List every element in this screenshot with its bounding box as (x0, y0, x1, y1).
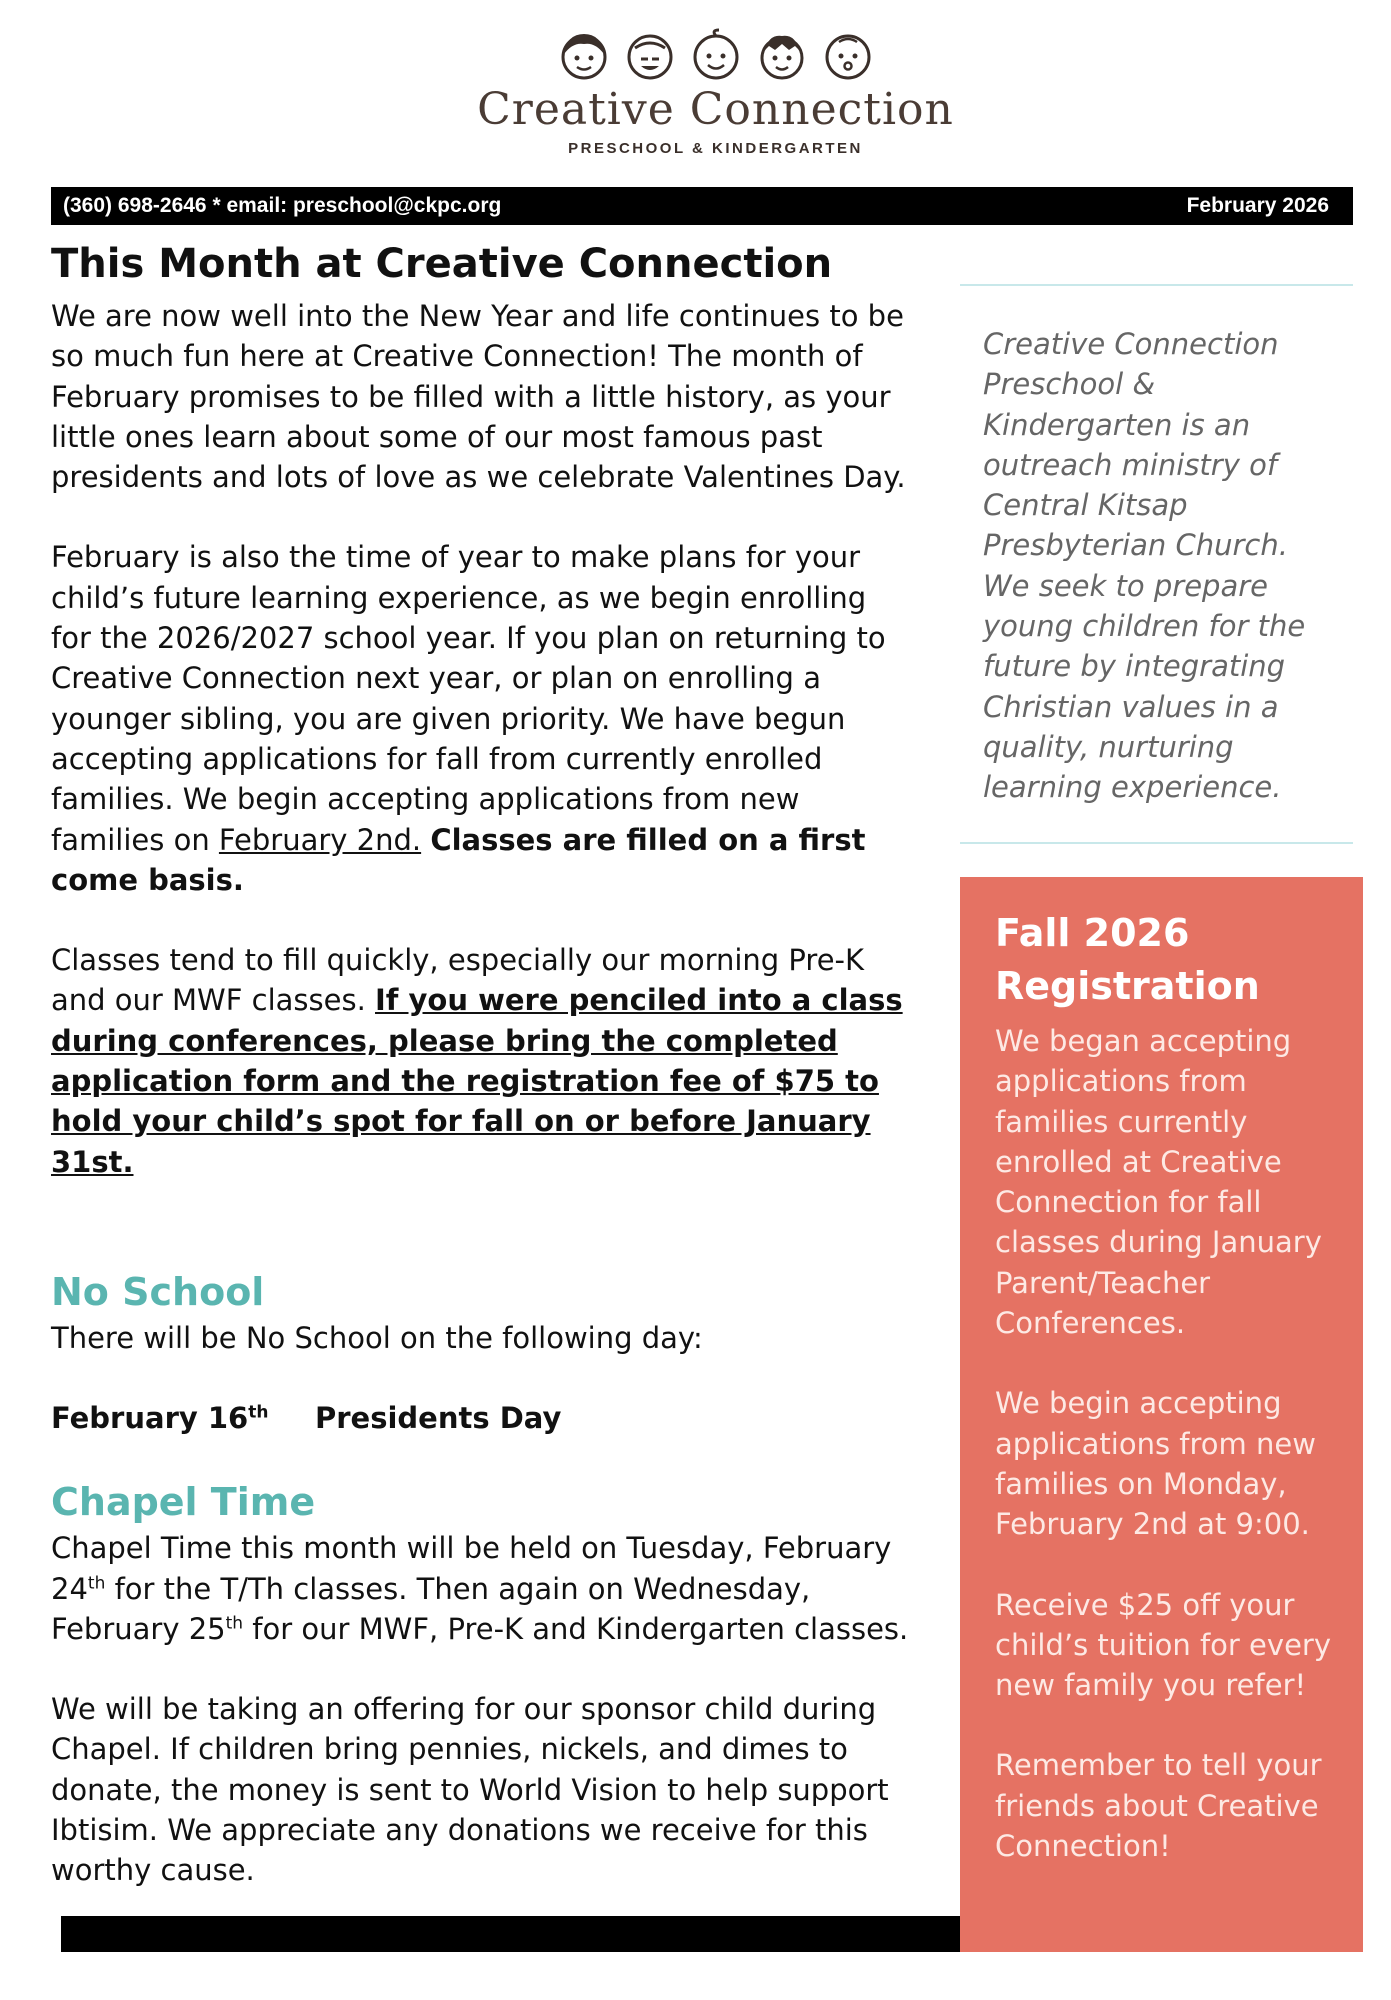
chapel-paragraph (51, 1528, 911, 1649)
classes-notice: If you were penciled into a class during conferences, please bring the completed application form and the registration fee of $75 to hold your child’s spot for fall on or before January 31st. (51, 983, 903, 1179)
enrollment-date: February 2nd. (218, 822, 422, 857)
offering-paragraph: We will be taking an offering for our sponsor child during Chapel. If children bring pennies, nickels, and dimes to donate, the money is sent to World Vision to help support Ibtisim. We appreciate any donations we receive for this worthy cause. (51, 1692, 889, 1888)
registration-p3: Receive $25 off your child’s tuition for every new family you refer! (995, 1587, 1331, 1703)
contact-info: (360) 698-2646 * email: preschool@ckpc.org (63, 194, 502, 217)
chapel-heading: Chapel Time (51, 1480, 316, 1525)
brand-tagline: PRESCHOOL & KINDERGARTEN (568, 140, 863, 157)
logo (0, 28, 1391, 157)
registration-p2: We begin accepting applications from new families on Monday, February 2nd at 9:00. (995, 1386, 1316, 1542)
classes-text: Classes tend to fill quickly, especially our morning Pre-K and our MWF classes. (51, 943, 865, 1018)
no-school-date-cell (51, 1398, 315, 1438)
issue-date: February 2026 (1186, 194, 1329, 217)
main-column (51, 232, 911, 1891)
enrollment-paragraph (51, 537, 911, 900)
sidebar-divider-top (960, 284, 1353, 286)
chapel-text-b: for the T/Th classes. Then again on Wednesday, February 25 (51, 1571, 811, 1646)
registration-p1: We began accepting applications from families currently enrolled at Creative Connection for fall classes during January Parent/Teacher Conferences. (995, 1024, 1322, 1341)
page-title: This Month at Creative Connection (51, 241, 833, 287)
no-school-date-suffix: th (248, 1402, 269, 1423)
no-school-holiday: Presidents Day (315, 1401, 562, 1436)
enrollment-text: February is also the time of year to make plans for your child’s future learning experience, as we begin enrolling for the 2026/2027 school year. If you plan on returning to Creative Connection next year, or plan on enrolling a younger sibling, you are given priority. We have begun accepting applications for fall from currently enrolled families. We begin accepting applications from new families on (51, 540, 886, 857)
chapel-text-a: Chapel Time this month will be held on Tuesday, February 24 (51, 1531, 892, 1606)
brand-name: Creative Connection (477, 84, 954, 135)
registration-box (960, 877, 1363, 1952)
no-school-heading: No School (51, 1269, 265, 1314)
mission-statement: Creative Connection Preschool & Kindergarten is an outreach ministry of Central Kitsap Presbyterian Church. We seek to prepare young children for the future by integrating Christian values in a quality, nurturing learning experience. (983, 327, 1306, 805)
registration-p4: Remember to tell your friends about Creative Connection! (995, 1748, 1322, 1864)
chapel-sup-1: th (87, 1572, 106, 1593)
sidebar-divider-bottom (960, 842, 1353, 844)
chapel-text-c: for our MWF, Pre-K and Kindergarten classes. (243, 1611, 909, 1646)
registration-heading: Fall 2026 Registration (995, 911, 1260, 1008)
no-school-date: February 16 (51, 1401, 249, 1436)
classes-paragraph (51, 940, 911, 1182)
intro-paragraph: We are now well into the New Year and life continues to be so much fun here at Creative Connection! The month of February promises to be filled with a little history, as your little ones learn about some of our most famous past presidents and lots of love as we celebrate Valentines Day. (51, 299, 906, 495)
kids-faces-logo-icon (40, 28, 1391, 82)
chapel-sup-2: th (225, 1613, 244, 1634)
footer-bar (61, 1916, 960, 1952)
contact-bar (51, 187, 1353, 225)
no-school-row (51, 1398, 911, 1438)
enrollment-note: Classes are filled on a first come basis. (51, 822, 866, 897)
no-school-text: There will be No School on the following day: (51, 1320, 703, 1355)
